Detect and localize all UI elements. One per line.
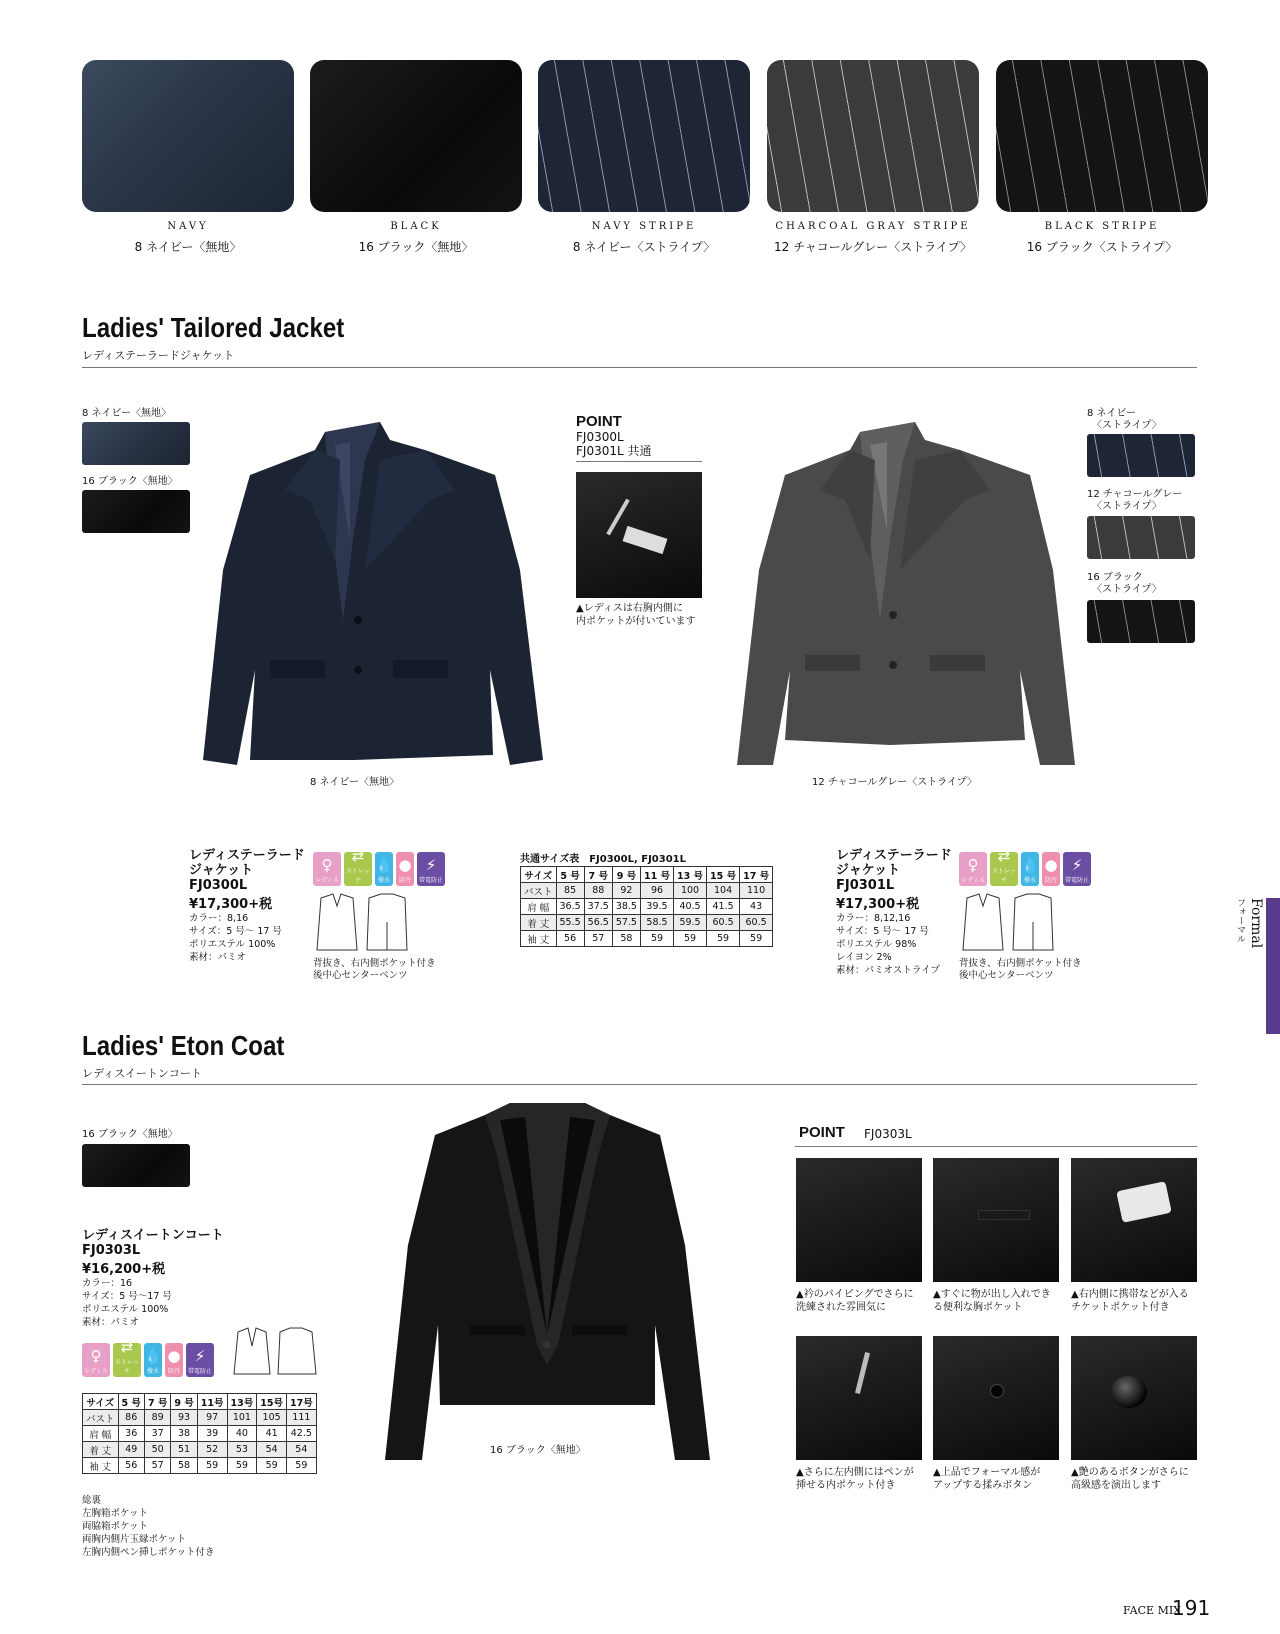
swatch-label-jp: 16 ブラック〈ストライプ〉	[1026, 240, 1178, 254]
section-title: Ladies' Eton Coat	[82, 1030, 285, 1061]
ladies-icon: ♀ レディス	[959, 852, 987, 886]
divider	[82, 1084, 1197, 1085]
small-swatch-charcoal-stripe	[1087, 516, 1195, 559]
product-spec: サイズ：5 号～17 号	[82, 1291, 172, 1302]
divider	[795, 1146, 1197, 1147]
product-note: 後中心センターベンツ	[959, 970, 1054, 981]
detail-caption: 挿せる内ポケット付き	[796, 1480, 896, 1491]
product-name: レディステーラード	[189, 848, 305, 863]
product-spec: ポリエステル 100%	[82, 1304, 169, 1315]
product-note: 背抜き、右内側ポケット付き	[959, 958, 1082, 969]
swatch-caption: 16 ブラック〈無地〉	[82, 1129, 178, 1140]
feature-icons	[959, 847, 1091, 886]
size-table: サイズ 5 号 7 号 9 号 11号 13号 15号 17号 バスト 86 89 93 97 101 105 111 肩 幅 36 37 38 39 40 41 42.5 着 丈 49 50 51 52 53 54 54 袖 丈 56 57 58 59 59 59 59	[82, 1393, 317, 1474]
product-spec: カラー：8,12,16	[836, 913, 911, 924]
charcoal-jacket-photo	[715, 420, 1095, 775]
product-code: FJ0303L	[82, 1243, 141, 1258]
fabric-swatch-navy	[82, 60, 294, 212]
product-spec: カラー：8,16	[189, 913, 249, 924]
swatch-caption: 16 ブラック〈無地〉	[82, 476, 178, 487]
side-tab-label: Formal	[1248, 898, 1264, 949]
navy-jacket-photo	[175, 420, 565, 775]
product-price: ¥17,300+税	[836, 897, 920, 912]
small-swatch-navy-stripe	[1087, 434, 1195, 477]
stretch-icon: ⇄ ストレッチ	[990, 852, 1018, 886]
product-spec: サイズ：5 号～ 17 号	[189, 926, 282, 937]
water-repellent-icon: 💧 撥水	[1021, 852, 1039, 886]
detail-photo-button	[1071, 1336, 1197, 1460]
footer-brand: FACE MIX	[1123, 1604, 1182, 1617]
detail-photo-pen-pocket	[796, 1336, 922, 1460]
small-swatch-black	[82, 1144, 190, 1187]
product-spec: サイズ：5 号～ 17 号	[836, 926, 929, 937]
product-spec: レイヨン 2%	[836, 952, 892, 963]
swatch-caption: 〈ストライプ〉	[1092, 501, 1162, 512]
product-spec: 素材：パミオ	[189, 952, 247, 963]
fabric-swatch-charcoal-stripe	[767, 60, 979, 212]
detail-photo-chest-pocket	[933, 1158, 1059, 1282]
detail-caption: る便利な胸ポケット	[933, 1302, 1023, 1313]
swatch-caption: 〈ストライプ〉	[1092, 420, 1162, 431]
point-code: FJ0303L	[864, 1127, 912, 1141]
product-name: ジャケット	[189, 863, 254, 878]
antistatic-icon: ⚡ 帯電防止	[417, 852, 445, 886]
eton-coat-photo	[360, 1095, 735, 1470]
product-price: ¥17,300+税	[189, 897, 273, 912]
divider	[576, 461, 702, 462]
stretch-icon: ⇄ ストレッチ	[113, 1343, 141, 1377]
note-line: 両胸内側片玉縁ポケット	[82, 1534, 187, 1545]
stain-resistant-icon: ● 防汚	[165, 1343, 183, 1377]
size-table-title: 共通サイズ表 FJ0300L, FJ0301L	[520, 854, 686, 865]
product-info-fj0303l	[82, 1228, 232, 1329]
detail-caption: アップする揉みボタン	[933, 1480, 1033, 1491]
detail-caption: ▲さらに左内側にはペンが	[796, 1467, 914, 1478]
swatch-label-jp: 12 チャコールグレー〈ストライプ〉	[774, 240, 972, 254]
product-price: ¥16,200+税	[82, 1262, 166, 1277]
swatch-caption: 8 ネイビー〈無地〉	[82, 408, 171, 419]
product-note: 後中心センターベンツ	[313, 970, 408, 981]
product-spec: カラー：16	[82, 1278, 133, 1289]
fabric-swatch-black-stripe	[996, 60, 1208, 212]
divider	[82, 367, 1197, 368]
product-note: 背抜き、右内側ポケット付き	[313, 958, 436, 969]
product-info-fj0300l	[189, 848, 309, 964]
jacket-line-drawing	[959, 892, 1055, 954]
detail-photo-collar	[796, 1158, 922, 1282]
swatch-label-en: CHARCOAL GRAY STRIPE	[775, 221, 971, 232]
swatch-label-jp: 16 ブラック〈無地〉	[358, 240, 474, 254]
swatch-label-en: NAVY	[167, 221, 209, 232]
small-swatch-navy	[82, 422, 190, 465]
page-number: 191	[1172, 1596, 1211, 1620]
product-spec: ポリエステル 98%	[836, 939, 917, 950]
size-table: サイズ 5 号 7 号 9 号 11 号 13 号 15 号 17 号 バスト 85 88 92 96 100 104 110 肩 幅 36.5 37.5 38.5 39.5 40.5 41.5 43 着 丈 55.5 56.5 57.5 58.5 59.5 60.5 60.5 袖 丈 56 57 58 59 59 59 59	[520, 866, 773, 947]
water-repellent-icon: 💧 撥水	[375, 852, 393, 886]
point-code: FJ0301L 共通	[576, 444, 652, 458]
photo-caption: 16 ブラック〈無地〉	[490, 1445, 586, 1456]
stain-resistant-icon: ● 防汚	[1042, 852, 1060, 886]
point-title: POINT	[576, 413, 622, 430]
photo-caption: 12 チャコールグレー〈ストライプ〉	[812, 777, 977, 788]
jacket-line-drawing	[313, 892, 409, 954]
swatch-label-jp: 8 ネイビー〈無地〉	[134, 240, 242, 254]
detail-photo-ticket-pocket	[1071, 1158, 1197, 1282]
product-name: レディスイートンコート	[82, 1228, 224, 1243]
swatch-caption: 12 チャコールグレー	[1087, 489, 1183, 500]
swatch-label-en: BLACK STRIPE	[1044, 221, 1160, 232]
detail-caption: 洗練された雰囲気に	[796, 1302, 886, 1313]
inner-pocket-photo	[576, 472, 702, 598]
small-swatch-black	[82, 490, 190, 533]
point-title: POINT	[799, 1124, 845, 1141]
small-swatch-black-stripe	[1087, 600, 1195, 643]
detail-caption: ▲艶のあるボタンがさらに	[1071, 1467, 1189, 1478]
antistatic-icon: ⚡ 帯電防止	[1063, 852, 1091, 886]
point-caption: 内ポケットが付いています	[576, 616, 696, 627]
detail-photo-button-loop	[933, 1336, 1059, 1460]
product-spec: 素材：パミオストライプ	[836, 965, 940, 976]
point-code: FJ0300L	[576, 430, 624, 444]
stain-resistant-icon: ● 防汚	[396, 852, 414, 886]
swatch-label-en: NAVY STRIPE	[591, 221, 697, 232]
stretch-icon: ⇄ ストレッチ	[344, 852, 372, 886]
fabric-swatch-navy-stripe	[538, 60, 750, 212]
feature-icons	[313, 847, 445, 886]
product-spec: 素材：パミオ	[82, 1317, 140, 1328]
note-line: 左胸箱ポケット	[82, 1508, 149, 1519]
swatch-label-en: BLACK	[390, 221, 442, 232]
side-tab	[1266, 898, 1280, 1034]
detail-caption: ▲すぐに物が出し入れでき	[933, 1289, 1051, 1300]
fabric-swatch-black	[310, 60, 522, 212]
coat-line-drawing	[232, 1326, 318, 1378]
product-notes	[82, 1494, 215, 1559]
swatch-label-jp: 8 ネイビー〈ストライプ〉	[572, 240, 716, 254]
product-name: レディステーラード	[836, 848, 952, 863]
point-caption: ▲レディスは右胸内側に	[576, 603, 683, 614]
ladies-icon: ♀ レディス	[313, 852, 341, 886]
product-info-fj0301l	[836, 848, 956, 977]
detail-caption: ▲右内側に携帯などが入る	[1071, 1289, 1189, 1300]
product-name: ジャケット	[836, 863, 901, 878]
swatch-caption: 8 ネイビー	[1087, 408, 1136, 419]
side-tab-label-jp: フォーマル	[1235, 898, 1245, 943]
product-code: FJ0301L	[836, 878, 895, 893]
feature-icons	[82, 1338, 214, 1377]
product-spec: ポリエステル 100%	[189, 939, 276, 950]
detail-caption: ▲衿のパイピングでさらに	[796, 1289, 914, 1300]
detail-caption: 高級感を演出します	[1071, 1480, 1161, 1491]
water-repellent-icon: 💧 撥水	[144, 1343, 162, 1377]
note-line: 左胸内側ペン挿しポケット付き	[82, 1547, 215, 1558]
product-code: FJ0300L	[189, 878, 248, 893]
section-subtitle: レディスイートンコート	[82, 1067, 202, 1080]
photo-caption: 8 ネイビー〈無地〉	[310, 777, 399, 788]
note-line: 総裏	[82, 1495, 102, 1506]
detail-caption: チケットポケット付き	[1071, 1302, 1170, 1313]
section-title: Ladies' Tailored Jacket	[82, 312, 345, 343]
section-subtitle: レディステーラードジャケット	[82, 349, 235, 362]
antistatic-icon: ⚡ 帯電防止	[186, 1343, 214, 1377]
swatch-caption: 16 ブラック	[1087, 572, 1143, 583]
swatch-caption: 〈ストライプ〉	[1092, 584, 1162, 595]
note-line: 両脇箱ポケット	[82, 1521, 149, 1532]
ladies-icon: ♀ レディス	[82, 1343, 110, 1377]
detail-caption: ▲上品でフォーマル感が	[933, 1467, 1041, 1478]
